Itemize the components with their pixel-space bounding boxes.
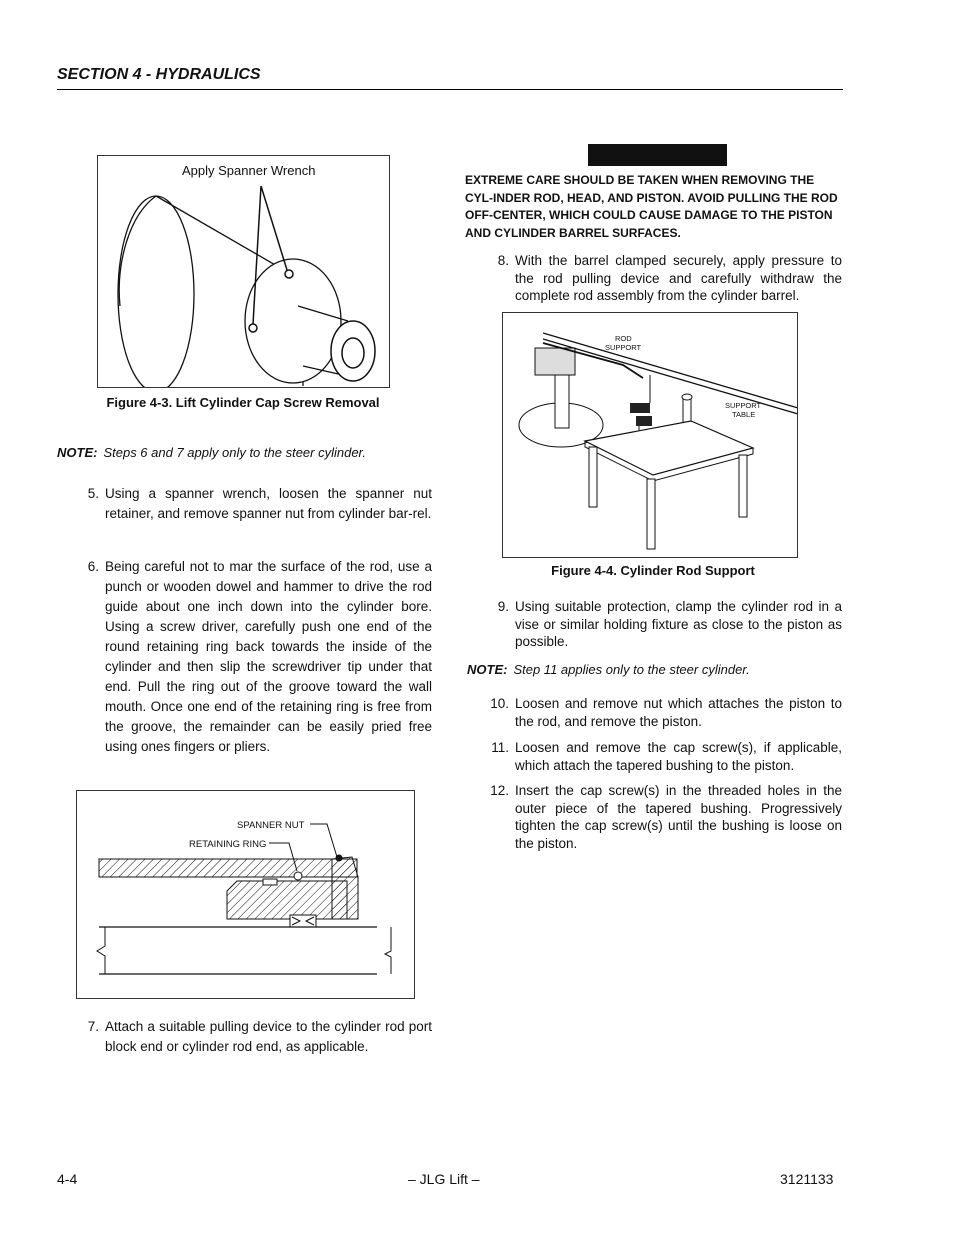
step-5	[87, 484, 432, 524]
step-number: 6.	[87, 559, 99, 574]
step-text: Using suitable protection, clamp the cylinder rod in a vise or similar holding fixture as close to the piston as possible.	[515, 599, 842, 649]
note-text: Step 11 applies only to the steer cylinder.	[513, 662, 750, 677]
step-7	[87, 1017, 432, 1057]
footer-center: – JLG Lift –	[408, 1171, 480, 1187]
cylinder-cap-illustration	[98, 156, 389, 387]
step-6	[87, 557, 432, 757]
label-rod: ROD	[615, 334, 632, 343]
label-retaining-ring: RETAINING RING	[189, 839, 267, 850]
label-support: SUPPORT	[605, 343, 642, 352]
step-text: Attach a suitable pulling device to the cylinder rod port block end or cylinder rod end, as applicable.	[105, 1019, 432, 1054]
label-support-table-2: TABLE	[732, 410, 756, 419]
step-text: Insert the cap screw(s) in the threaded holes in the outer piece of the tapered bushing. Progressively tighten the cap screw(s) until the bushing is loose on the piston.	[515, 783, 842, 851]
fig44-caption: Figure 4-4. Cylinder Rod Support	[551, 563, 755, 578]
step-text: Using a spanner wrench, loosen the spanner nut retainer, and remove spanner nut from cylinder bar-rel.	[105, 486, 432, 521]
step-number: 12.	[490, 783, 509, 798]
figure-4-3	[97, 155, 390, 388]
fig43-caption: Figure 4-3. Lift Cylinder Cap Screw Removal	[106, 395, 380, 410]
caution-text: EXTREME CARE SHOULD BE TAKEN WHEN REMOVING THE CYL-INDER ROD, HEAD, AND PISTON. AVOID PULLING THE ROD OFF-CENTER, WHICH COULD CAUSE DAMAGE TO THE PISTON AND CYLINDER BARREL SURFACES.	[465, 173, 838, 240]
step-8	[497, 252, 842, 305]
cylinder-rod-support-illustration	[503, 313, 797, 557]
step-text: Being careful not to mar the surface of the rod, use a punch or wooden dowel and hammer to drive the rod guide about one inch down into the cylinder bore. Using a screw driver, carefully push one end of the round retaining ring back towards the inside of the cylinder and then slip the screwdriver tip under that end. Pull the ring out of the groove toward the wall mouth. Once one end of the retaining ring is free from the groove, the remainder can be easily pried free using ones fingers or pliers.	[105, 559, 432, 754]
document-number: 3121133	[780, 1171, 834, 1187]
header-rule	[57, 89, 843, 90]
fig43-label: Apply Spanner Wrench	[182, 163, 316, 178]
step-text: Loosen and remove the cap screw(s), if applicable, which attach the tapered bushing to the piston.	[515, 740, 842, 773]
section-title: SECTION 4 - HYDRAULICS	[57, 66, 261, 83]
spanner-nut-figure	[76, 790, 415, 999]
note-step-11	[467, 662, 750, 677]
note-label: NOTE:	[467, 662, 508, 677]
label-support-table-1: SUPPORT	[725, 401, 762, 410]
page-number: 4-4	[57, 1171, 78, 1187]
step-number: 7.	[87, 1019, 99, 1034]
caution-header-bar	[588, 144, 727, 166]
step-10	[490, 695, 842, 730]
step-9	[497, 598, 842, 651]
step-text: Loosen and remove nut which attaches the piston to the rod, and remove the piston.	[515, 696, 842, 729]
step-number: 10.	[490, 696, 509, 711]
label-spanner-nut: SPANNER NUT	[237, 820, 305, 831]
step-number: 5.	[87, 486, 99, 501]
step-12	[490, 782, 842, 852]
note-text: Steps 6 and 7 apply only to the steer cylinder.	[103, 445, 367, 460]
step-text: With the barrel clamped securely, apply pressure to the rod pulling device and carefully withdraw the complete rod assembly from the cylinder barrel.	[515, 253, 842, 303]
step-number: 9.	[497, 599, 509, 614]
spanner-nut-illustration	[77, 791, 414, 998]
note-label: NOTE:	[57, 445, 98, 460]
figure-4-4	[502, 312, 798, 558]
note-steps-6-7	[57, 445, 366, 460]
step-11	[491, 739, 842, 774]
step-number: 11.	[491, 740, 509, 755]
step-number: 8.	[497, 253, 509, 268]
